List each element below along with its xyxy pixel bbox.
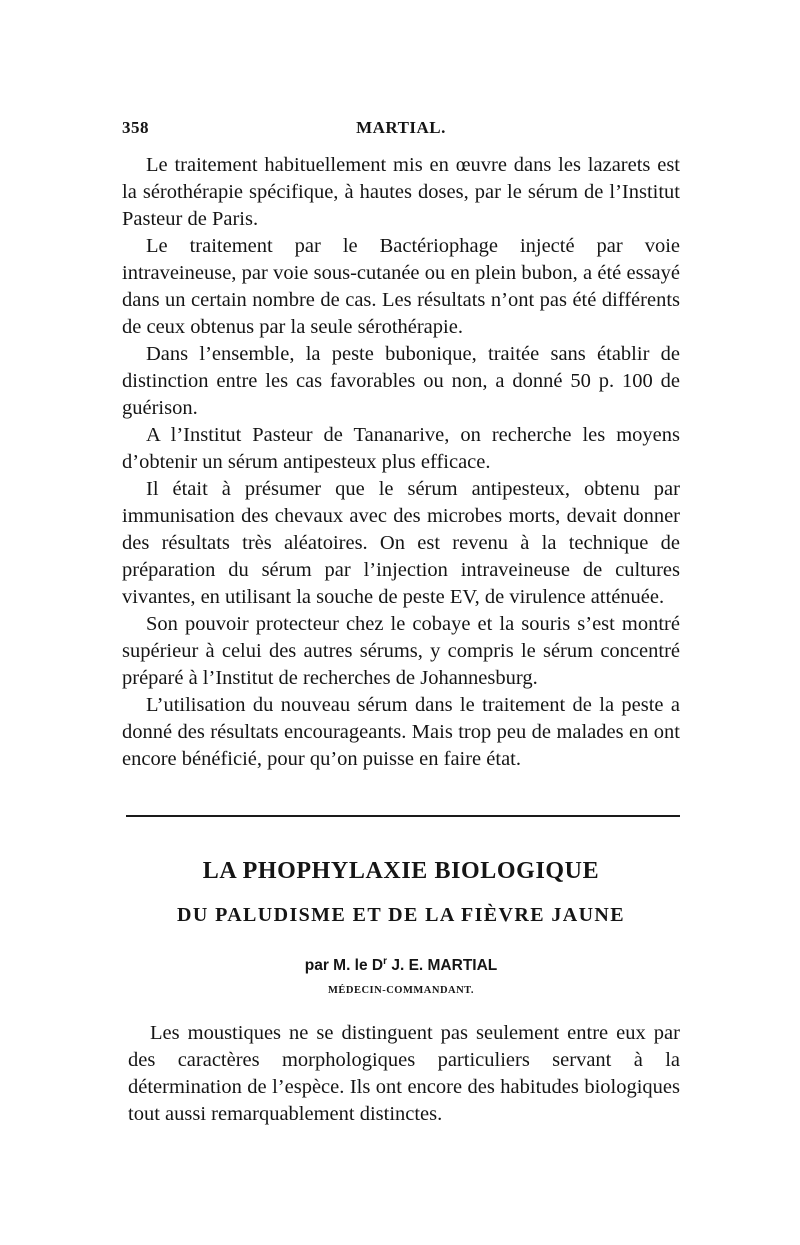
paragraph: Dans l’ensemble, la peste bubonique, traitée sans établir de distinction entre les cas favorables ou non, a donné 50 p. 100 de guérison. (122, 343, 680, 419)
article-subtitle: DU PALUDISME ET DE LA FIÈVRE JAUNE (176, 904, 626, 926)
paragraph: Les moustiques ne se distinguent pas seulement entre eux par des caractères morphologiques particuliers servant à la détermination de l’espèce. Ils ont encore des habitudes biologiques tout aussi remarquablement distinctes. (128, 1022, 680, 1125)
article-title: LA PHOPHYLAXIE BIOLOGIQUE (202, 858, 600, 884)
byline (122, 956, 680, 975)
byline-superscript: r (383, 956, 388, 967)
running-head: MARTIAL. (356, 118, 446, 137)
page-header (122, 118, 680, 142)
paragraph: Son pouvoir protecteur chez le cobaye et la souris s’est montré supérieur à celui des autres sérums, y compris le sérum concentré préparé à l’Institut de recherches de Johannesburg. (122, 613, 680, 689)
author-name: J. E. MARTIAL (387, 957, 498, 975)
byline-prefix: par M. le D (304, 957, 384, 975)
paragraph: Il était à présumer que le sérum antipesteux, obtenu par immunisation des chevaux avec des microbes morts, devait donner des résultats très aléatoires. On est revenu à la technique de préparation du sérum par l’injection intraveineuse de cultures vivantes, en utilisant la souche de peste EV, de virulence atténuée. (122, 478, 680, 608)
paragraph: Le traitement par le Bactériophage injecté par voie intraveineuse, par voie sous-cutanée ou en plein bubon, a été essayé dans un certain nombre de cas. Les résultats n’ont pas été différents de ceux obtenus par la seule sérothérapie. (122, 235, 680, 338)
author-rank: MÉDECIN-COMMANDANT. (327, 985, 475, 996)
section-divider (126, 815, 680, 817)
article-text (128, 1020, 680, 1128)
main-text (122, 152, 680, 773)
paragraph: A l’Institut Pasteur de Tananarive, on recherche les moyens d’obtenir un sérum antipesteux plus efficace. (122, 424, 680, 473)
paragraph: L’utilisation du nouveau sérum dans le traitement de la peste a donné des résultats encourageants. Mais trop peu de malades en ont encore bénéficié, pour qu’on puisse en faire état. (122, 694, 680, 770)
paragraph: Le traitement habituellement mis en œuvre dans les lazarets est la sérothérapie spécifique, à hautes doses, par le sérum de l’Institut Pasteur de Paris. (122, 154, 680, 230)
page-number: 358 (122, 118, 149, 137)
